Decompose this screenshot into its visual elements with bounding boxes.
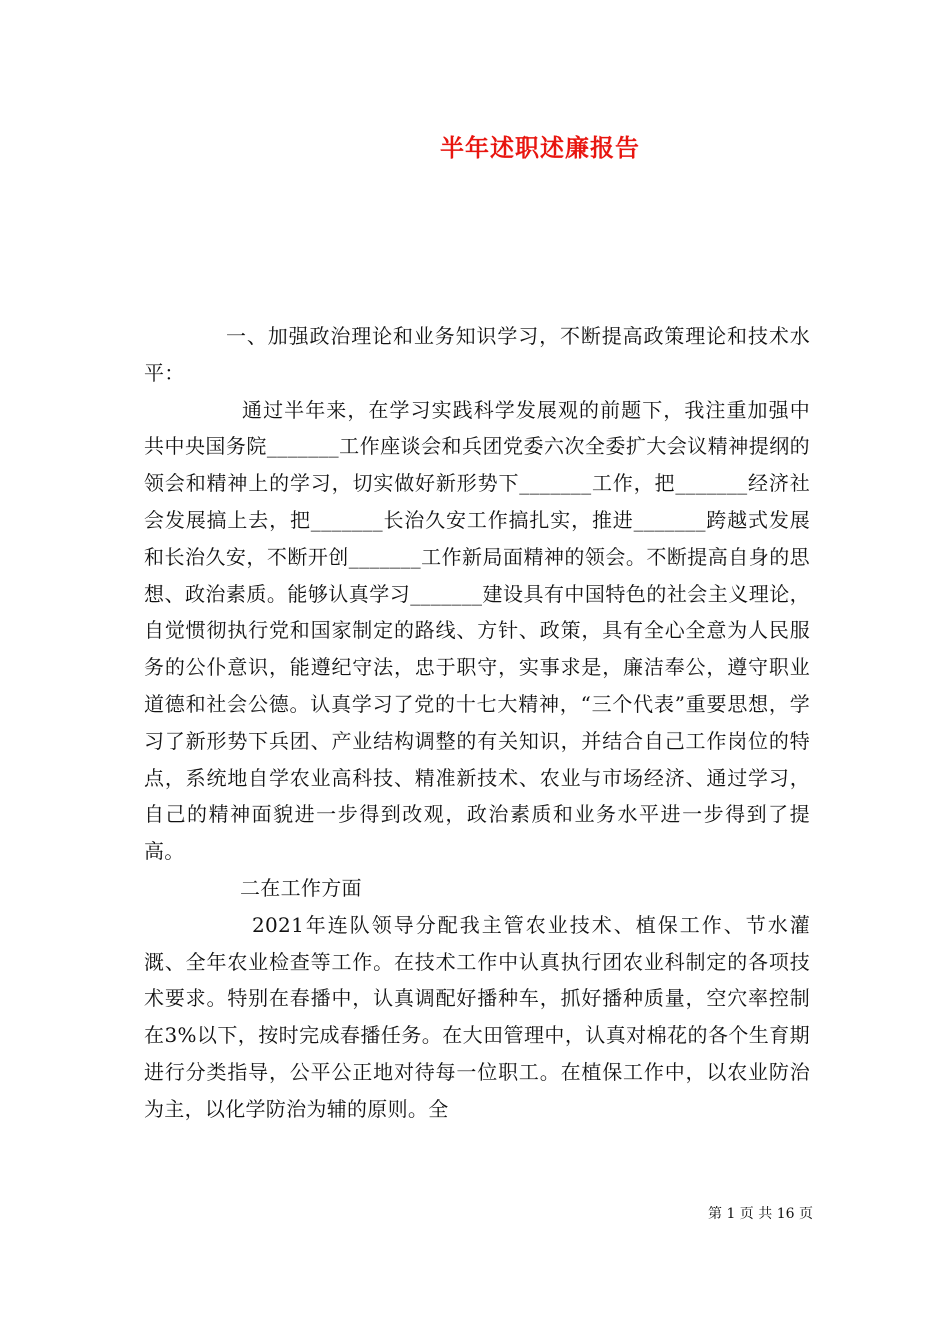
body-paragraph: 2021年连队领导分配我主管农业技术、植保工作、节水灌溉、全年农业检查等工作。在技术工作中认真执行团农业科制定的各项技术要求。特别在春播中，认真调配好播种车，抓好播种质量，空穴率控制在3%以下，按时完成春播任务。在大田管理中，认真对棉花的各个生育期进行分类指导，公平公正地对待每一位职工。在植保工作中，以农业防治为主，以化学防治为辅的原则。全 [144, 912, 810, 1121]
page-number-footer: 第 1 页 共 16 页 [708, 1206, 813, 1222]
section-heading-2: 二在工作方面 [240, 875, 362, 900]
section-heading-1: 一、加强政治理论和业务知识学习，不断提高政策理论和技术水平： [144, 324, 810, 385]
document-title: 半年述职述廉报告 [440, 133, 640, 162]
body-paragraph: 通过半年来，在学习实践科学发展观的前题下，我注重加强中共中央国务院_______工作座谈会和兵团党委六次全委扩大会议精神提纲的领会和精神上的学习，切实做好新形势下_______工作，把_______经济社会发展搞上去，把_______长治久安工作搞扎实，推进_______跨越式发展和长治久安，不断开创_______工作新局面精神的领会。不断提高自身的思想、政治素质。能够认真学习_______建设具有中国特色的社会主义理论，自觉惯彻执行党和国家制定的路线、方针、政策，具有全心全意为人民服务的公仆意识，能遵纪守法，忠于职守，实事求是，廉洁奉公，遵守职业道德和社会公德。认真学习了党的十七大精神，“三个代表”重要思想，学习了新形势下兵团、产业结构调整的有关知识，并结合自己工作岗位的特点，系统地自学农业高科技、精准新技术、农业与市场经济、通过学习，自己的精神面貌进一步得到改观，政治素质和业务水平进一步得到了提高。 [144, 397, 810, 864]
document-body [144, 318, 810, 1128]
